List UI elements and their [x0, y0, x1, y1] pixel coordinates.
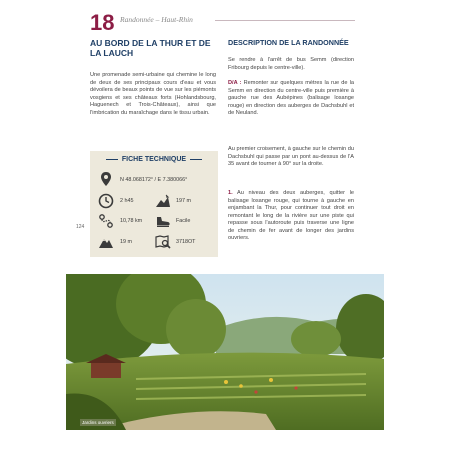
clock-icon: [98, 193, 114, 209]
coordinates: N 48.068172° / E 7.380066°: [120, 177, 188, 183]
page-number: 124: [76, 224, 85, 230]
technical-sheet-title: FICHE TECHNIQUE: [90, 156, 218, 163]
description-paragraph-4: 1. Au niveau des deux auberges, quitter le balisage losange rouge, qui tourne à gauche en enjambant la Thur, pour continuer tout droit en remontant le long de la rivière sur une piste qui repasse sous l'autoroute puis traverse une ligne de chemin de fer avant de longer des jardins ouvriers.: [228, 190, 354, 241]
route-number: 18: [90, 10, 115, 35]
technical-sheet: [90, 151, 218, 257]
description-paragraph-1: Se rendre à l'arrêt de bus Semm (direction Fribourg depuis le centre-ville).: [228, 57, 354, 71]
page-title: AU BORD DE LA THUR ET DE LA LAUCH: [90, 38, 211, 58]
elevation-gain: 197 m: [176, 198, 191, 204]
map-reference: 3718OT: [176, 239, 196, 245]
difficulty: Facile: [176, 218, 191, 224]
map-search-icon: [155, 234, 171, 250]
hiking-shoe-icon: [155, 213, 171, 229]
location-pin-icon: [98, 171, 114, 187]
step-number: 1.: [228, 190, 233, 196]
mountain-icon: [98, 234, 114, 250]
header-divider: [215, 20, 355, 21]
intro-text: Une promenade semi-urbaine qui chemine le long de deux de ses principaux cours d'eau et vous dévoilera de beaux points de vue sur les piémonts vosgiens et ses châteaux forts (Hohlandsbourg, Haguenech et Trois-Châteaux), ainsi que l'imbrication du maraîchage dans le tissu urbain.: [90, 72, 216, 116]
description-paragraph-2: D/A : Remonter sur quelques mètres la rue de la Semm en direction du centre-ville puis première à gauche rue des Aubépines (balisage losange rouge) en direction des auberges de Dachsbuhl et de Neuland.: [228, 80, 354, 116]
max-altitude: 19 m: [120, 239, 132, 245]
description-paragraph-3: Au premier croisement, à gauche sur le chemin du Dachsbuhl qui passe par un pont au-dessus de l'A 35 avant de tourner à 90° sur la droite.: [228, 146, 354, 167]
elevation-icon: [155, 193, 171, 209]
garden-photo: [66, 274, 384, 430]
start-arrival-label: D/A :: [228, 80, 242, 86]
photo-caption: Jardins ouvriers: [82, 420, 114, 425]
duration: 2 h45: [120, 198, 134, 204]
description-heading: DESCRIPTION DE LA RANDONNÉE: [228, 38, 349, 47]
route-distance-icon: [98, 213, 114, 229]
distance: 10,78 km: [120, 218, 143, 224]
route-region: Randonnée – Haut-Rhin: [120, 15, 193, 24]
